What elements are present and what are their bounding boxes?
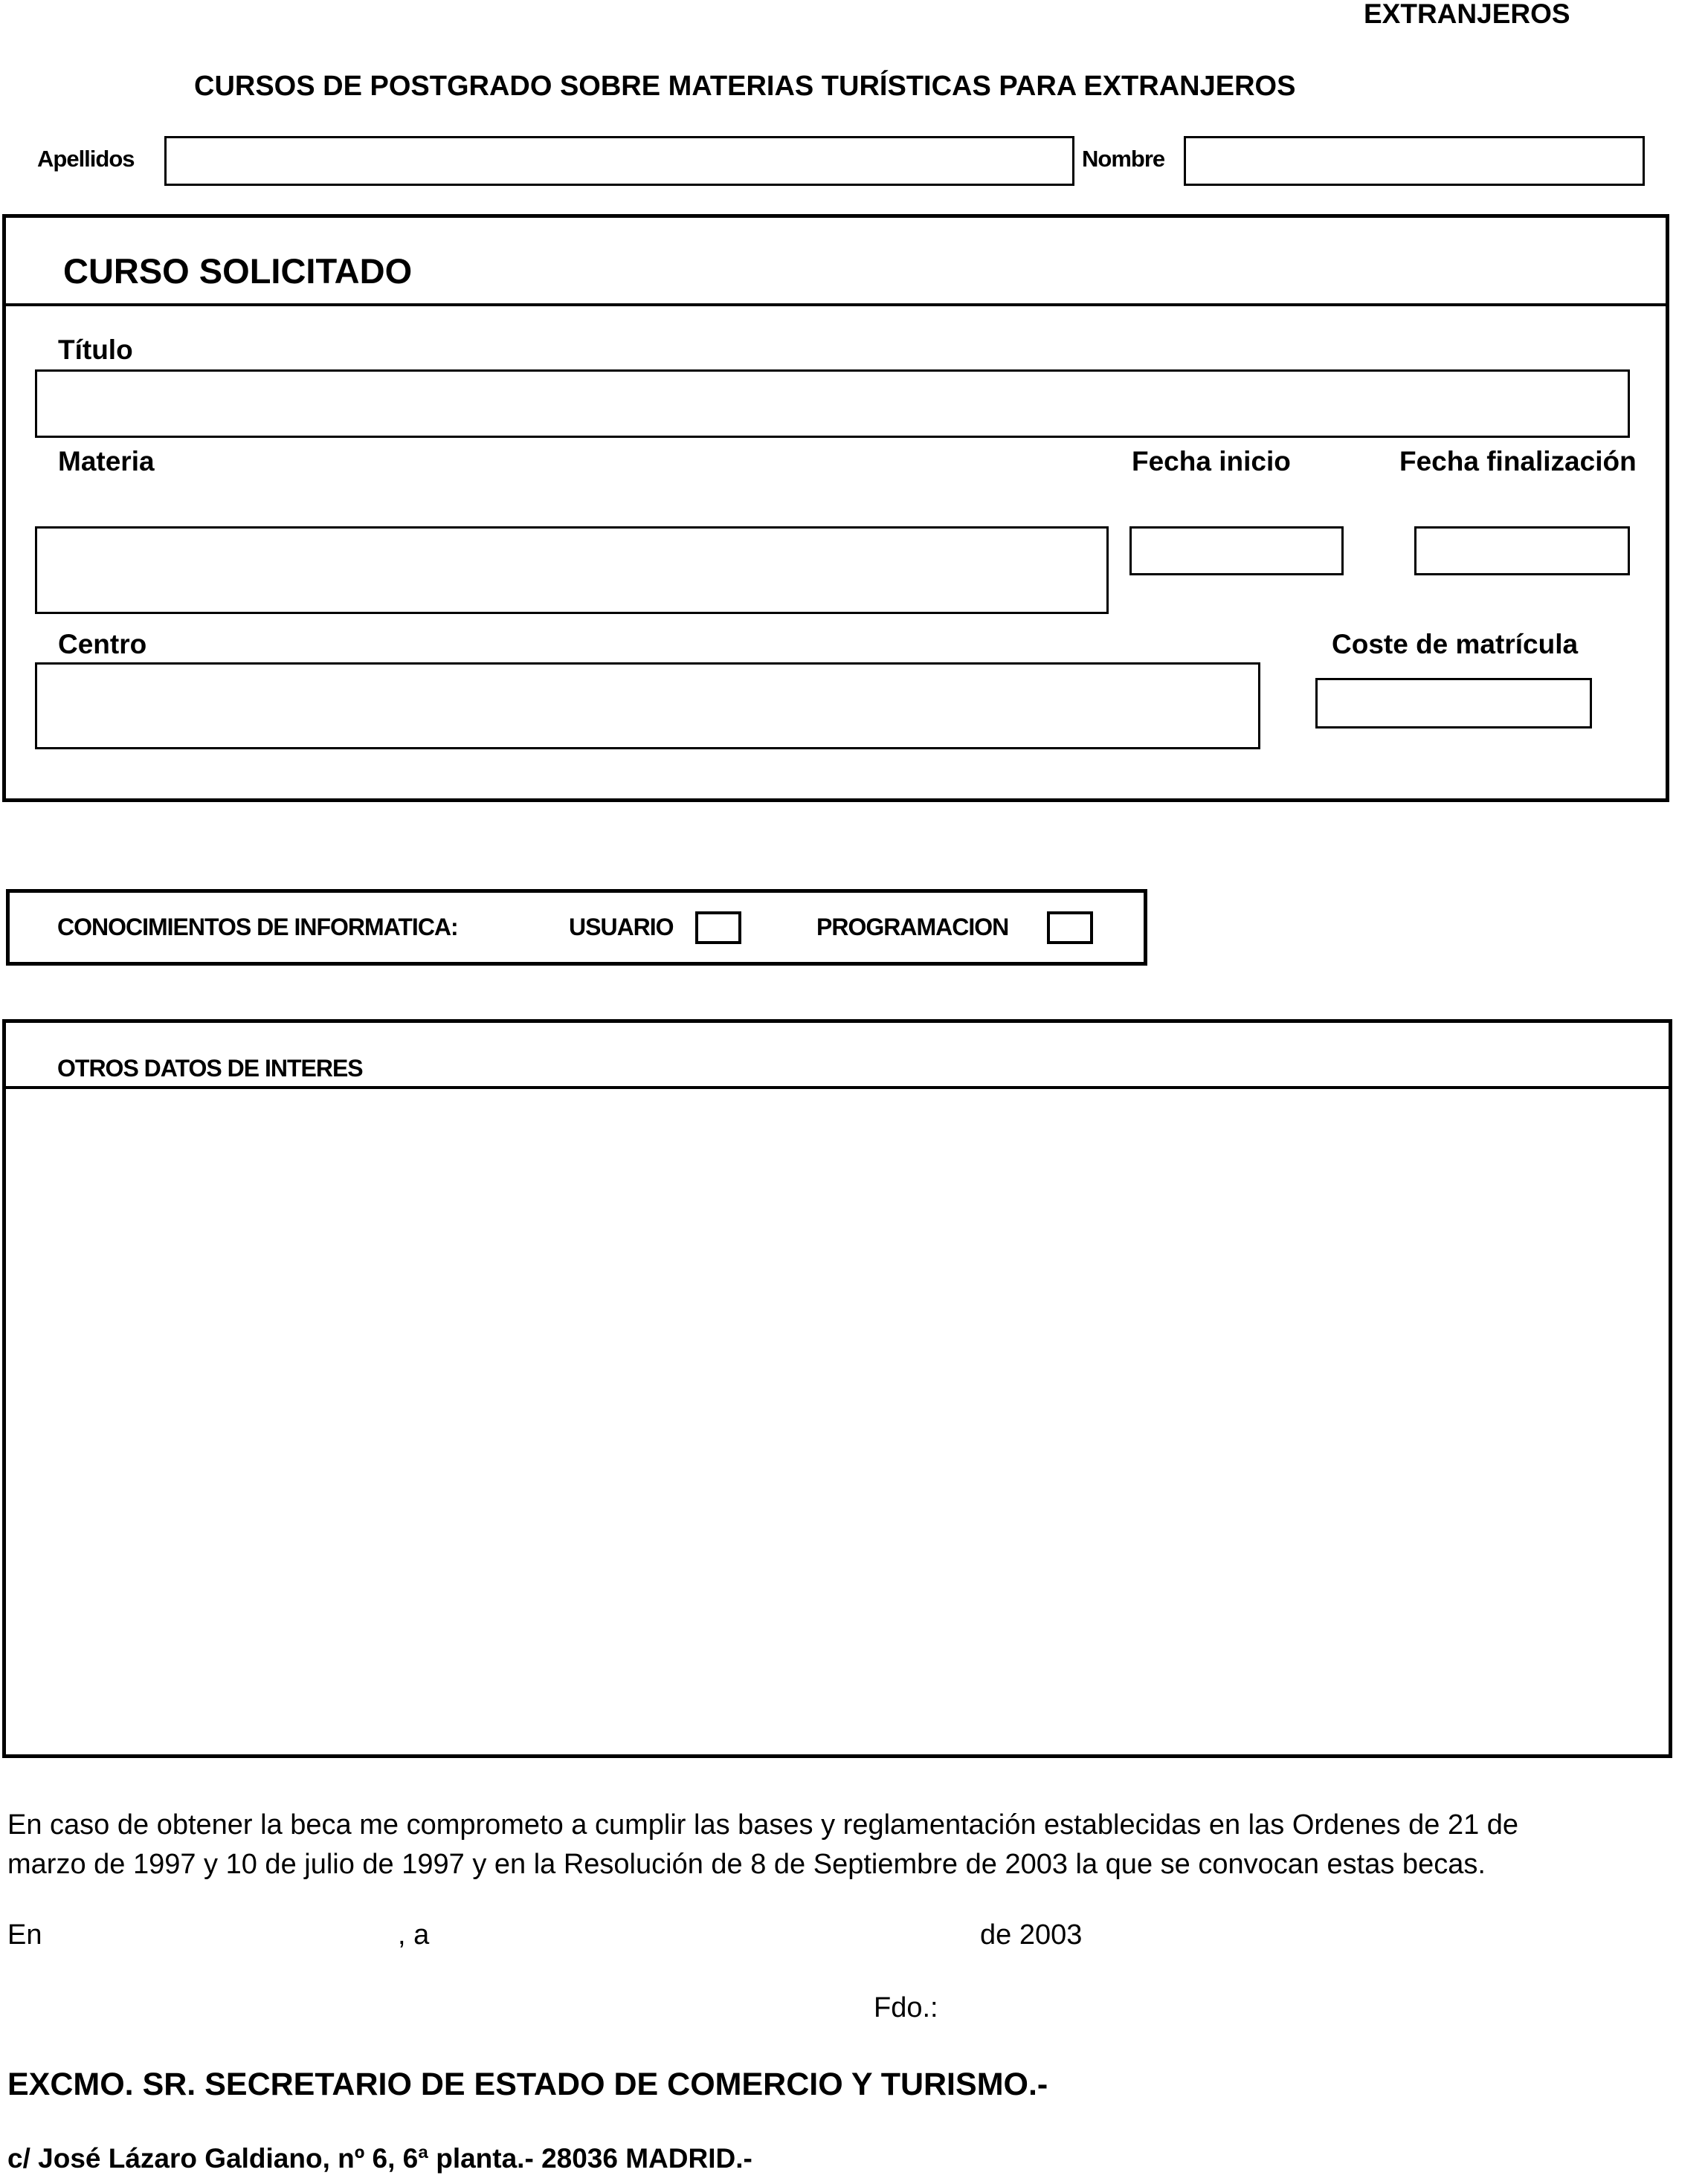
- nombre-field[interactable]: [1184, 136, 1645, 186]
- otros-datos-field[interactable]: [9, 1093, 1666, 1751]
- place-en-label: En: [7, 1919, 42, 1951]
- addressee-address: c/ José Lázaro Galdiano, nº 6, 6ª planta.- 28036 MADRID.-: [7, 2143, 752, 2174]
- fecha-inicio-field[interactable]: [1129, 526, 1344, 575]
- declaration-line-1: En caso de obtener la beca me comprometo a cumplir las bases y reglamentación establecidas en las Ordenes de 21 de: [7, 1809, 1519, 1841]
- apellidos-label: Apellidos: [37, 146, 135, 172]
- curso-heading: CURSO SOLICITADO: [63, 251, 413, 291]
- programacion-checkbox[interactable]: [1047, 911, 1093, 944]
- corner-label: EXTRANJEROS: [1364, 0, 1570, 29]
- apellidos-field[interactable]: [164, 136, 1074, 186]
- centro-field[interactable]: [35, 662, 1260, 749]
- otros-datos-heading: OTROS DATOS DE INTERES: [57, 1055, 363, 1082]
- titulo-label: Título: [58, 335, 133, 365]
- programacion-label: PROGRAMACION: [816, 914, 1009, 940]
- signature-label: Fdo.:: [874, 1992, 938, 2023]
- date-year-label: de 2003: [980, 1919, 1083, 1951]
- fecha-finalizacion-field[interactable]: [1414, 526, 1630, 575]
- form-title: CURSOS DE POSTGRADO SOBRE MATERIAS TURÍSTICAS PARA EXTRANJEROS: [194, 71, 1296, 102]
- declaration-line-2: marzo de 1997 y 10 de julio de 1997 y en la Resolución de 8 de Septiembre de 2003 la que se convocan estas becas.: [7, 1849, 1486, 1880]
- curso-heading-divider: [2, 303, 1669, 306]
- fecha-inicio-label: Fecha inicio: [1132, 446, 1291, 476]
- addressee-title: EXCMO. SR. SECRETARIO DE ESTADO DE COMERCIO Y TURISMO.-: [7, 2067, 1048, 2102]
- usuario-checkbox[interactable]: [695, 911, 741, 944]
- fecha-finalizacion-label: Fecha finalización: [1399, 446, 1637, 476]
- coste-matricula-label: Coste de matrícula: [1332, 629, 1579, 659]
- nombre-label: Nombre: [1082, 146, 1165, 172]
- centro-label: Centro: [58, 629, 147, 659]
- otros-datos-divider: [2, 1086, 1672, 1089]
- usuario-label: USUARIO: [569, 914, 674, 940]
- coste-matricula-field[interactable]: [1315, 678, 1592, 728]
- titulo-field[interactable]: [35, 369, 1630, 438]
- place-a-label: , a: [398, 1919, 430, 1951]
- materia-label: Materia: [58, 446, 155, 476]
- informatica-label: CONOCIMIENTOS DE INFORMATICA:: [57, 914, 458, 940]
- materia-field[interactable]: [35, 526, 1109, 614]
